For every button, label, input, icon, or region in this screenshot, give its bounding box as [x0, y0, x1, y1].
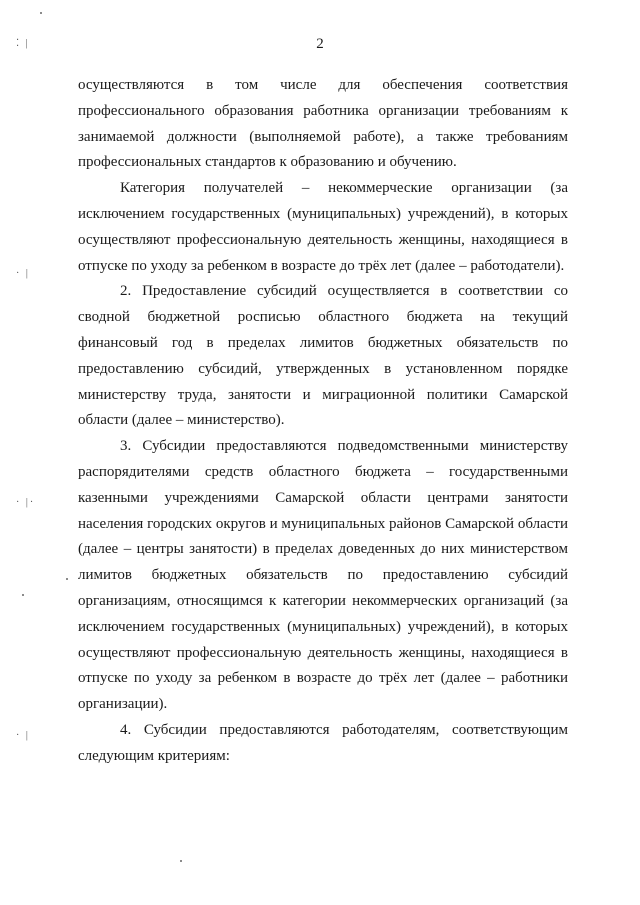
scan-margin-mark: · |: [16, 730, 30, 741]
page-number: 2: [316, 36, 324, 52]
paragraph-item-2: 2. Предоставление субсидий осуществляется в соответствии со сводной бюджетной росписью областного бюджета на текущий финансовый год в пределах лимитов бюджетных обязательств по предоставлению субсидий, утвержденных в установленном порядке министерству труда, занятости и миграционной политики Самарской области (далее – министерство).: [78, 283, 568, 429]
scan-margin-mark: · |·: [16, 497, 36, 508]
document-body: [78, 73, 568, 770]
paragraph-continuation: осуществляются в том числе для обеспечения соответствия профессионального образования работника организации требованиям к занимаемой должности (выполняемой работе), а также требованиям профессиональных стандартов к образованию и обучению.: [78, 77, 568, 171]
scan-speck: [180, 860, 182, 862]
paragraph-item-3: 3. Субсидии предоставляются подведомственными министерству распорядителями средств областного бюджета – государственными казенными учреждениями Самарской области центрами занятости населения городских округов и муниципальных районов Самарской области (далее – центры занятости) в пределах доведенных до них министерством лимитов бюджетных обязательств по предоставлению субсидий организациям, относящимся к категории некоммерческих организаций (за исключением государственных (муниципальных) учреждений), в которых осуществляют профессиональную деятельность женщины, находящиеся в отпуске по уходу за ребенком в возрасте до трёх лет (далее – работники организации).: [78, 438, 568, 713]
scan-margin-mark: · |: [16, 268, 30, 279]
scan-speck: [40, 12, 42, 14]
scan-speck: [22, 594, 24, 596]
scan-margin-mark: ⁚ |: [16, 38, 30, 49]
paragraph-item-4: 4. Субсидии предоставляются работодателям, соответствующим следующим критериям:: [78, 721, 568, 764]
scan-speck: [66, 578, 68, 580]
paragraph-recipients-category: Категория получателей – некоммерческие организации (за исключением государственных (муниципальных) учреждений), в которых осуществляют профессиональную деятельность женщины, находящиеся в отпуске по уходу за ребенком в возрасте до трёх лет (далее – работодатели).: [78, 180, 568, 274]
